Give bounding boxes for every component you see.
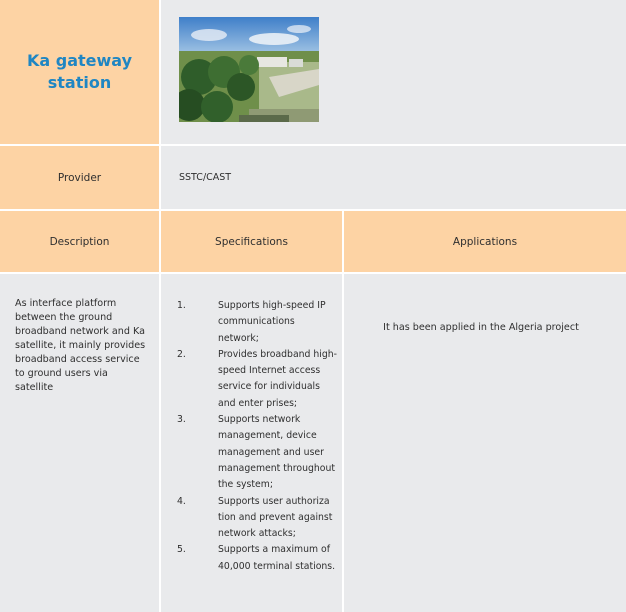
spec-text: Supports a maximum of 40,000 terminal stations.	[218, 544, 336, 572]
spec-text: Provides broadband high-speed Internet access service for individuals and enter prises;	[218, 348, 338, 409]
spec-text: Supports user authoriza tion and prevent against network attacks;	[218, 495, 333, 540]
spec-number: 4.	[177, 495, 186, 507]
description-cell	[0, 274, 159, 612]
description-text: As interface platform between the ground broadband network and Ka satellite, it mainly provides broadband access service to ground users via satellite	[15, 298, 146, 393]
spec-item	[161, 298, 342, 347]
description-header: Description	[0, 211, 159, 272]
photo-cell	[161, 0, 626, 144]
product-title-cell	[0, 0, 159, 144]
spec-number: 1.	[177, 300, 186, 311]
product-title: Ka gateway station	[26, 51, 133, 92]
provider-label: Provider	[0, 146, 159, 209]
spec-number: 2.	[177, 348, 186, 360]
specifications-header: Specifications	[161, 211, 342, 272]
provider-value-cell	[161, 146, 626, 209]
spec-item	[161, 542, 342, 575]
applications-header: Applications	[344, 211, 626, 272]
spec-item	[161, 412, 342, 493]
spec-number: 3.	[177, 414, 186, 426]
spec-item	[161, 494, 342, 543]
applications-text: It has been applied in the Algeria project	[383, 322, 579, 333]
specifications-cell	[161, 274, 342, 612]
spec-text: Supports high-speed IP communications network;	[218, 300, 326, 344]
spec-number: 5.	[177, 544, 186, 556]
spec-item	[161, 347, 342, 412]
spec-text: Supports network management, device management and user management throughout the system;	[218, 414, 335, 491]
applications-cell	[344, 274, 626, 612]
ka-gateway-station-photo	[179, 17, 319, 122]
provider-value: SSTC/CAST	[179, 172, 232, 183]
